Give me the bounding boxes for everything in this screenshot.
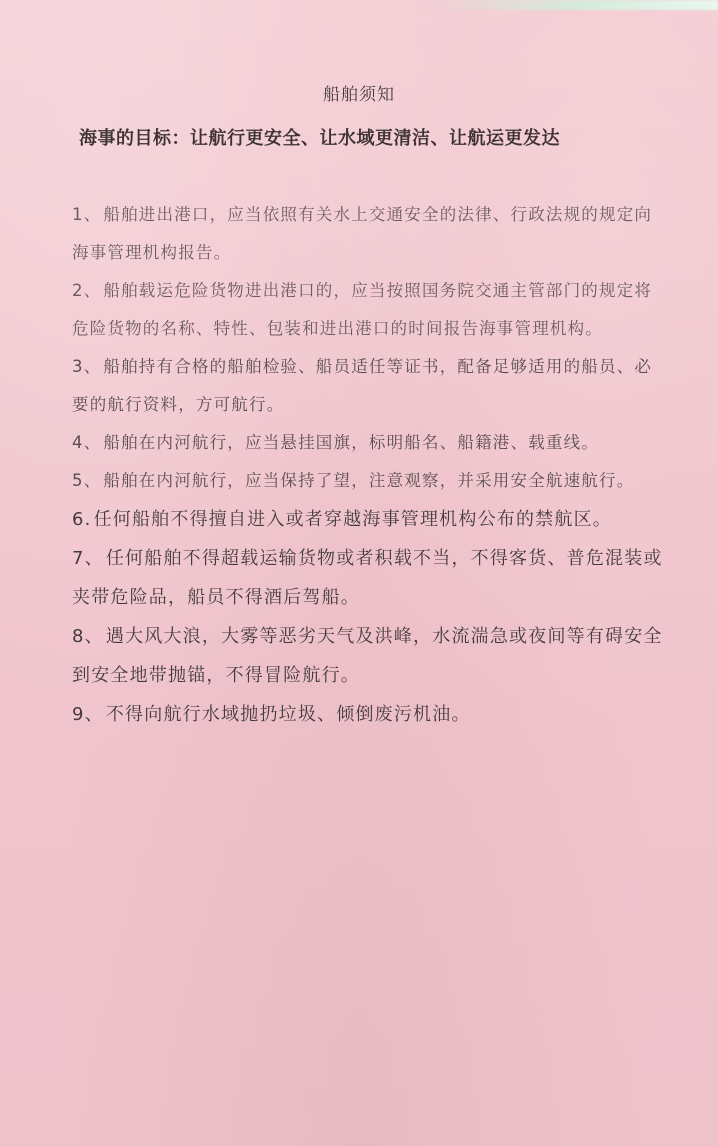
notice-item-number: 1、 (72, 205, 102, 224)
maritime-motto: 海事的目标：让航行更安全、让水域更清洁、让航运更发达 (79, 128, 560, 149)
notice-item-text: 任何船舶不得超载运输货物或者积载不当，不得客货、普危混装或夹带危险品，船员不得酒后驾船。 (72, 548, 663, 608)
notice-item-text: 不得向航行水域抛扔垃圾、倾倒废污机油。 (105, 704, 471, 725)
notice-item-4 (72, 424, 664, 462)
notice-item-number: 9、 (72, 704, 104, 725)
notice-item-number: 6. (72, 509, 92, 530)
notice-item-8 (72, 617, 664, 695)
notice-item-text: 船舶在内河航行，应当保持了望，注意观察，并采用安全航速航行。 (103, 471, 635, 490)
notice-list (72, 196, 664, 734)
notice-item-number: 3、 (72, 357, 102, 376)
notice-item-9 (72, 695, 664, 734)
notice-item-text: 遇大风大浪，大雾等恶劣天气及洪峰，水流湍急或夜间等有碍安全到安全地带抛锚，不得冒险航行。 (72, 626, 663, 686)
notice-item-6 (72, 500, 664, 539)
notice-item-3 (72, 348, 664, 424)
notice-item-number: 5、 (72, 471, 102, 490)
notice-item-5 (72, 462, 664, 500)
paper-top-edge (430, 0, 718, 10)
notice-item-number: 2、 (72, 281, 102, 300)
document-title: 船舶须知 (323, 85, 395, 105)
notice-item-text: 任何船舶不得擅自进入或者穿越海事管理机构公布的禁航区。 (93, 509, 612, 530)
notice-item-text: 船舶在内河航行，应当悬挂国旗，标明船名、船籍港、载重线。 (103, 433, 600, 452)
notice-item-number: 8、 (72, 626, 104, 647)
notice-item-number: 7、 (72, 548, 104, 569)
notice-item-7 (72, 539, 664, 617)
notice-item-2 (72, 272, 664, 348)
notice-item-1 (72, 196, 664, 272)
notice-item-text: 船舶持有合格的船舶检验、船员适任等证书，配备足够适用的船员、必要的航行资料，方可航行。 (72, 357, 653, 414)
notice-item-text: 船舶进出港口，应当依照有关水上交通安全的法律、行政法规的规定向海事管理机构报告。 (72, 205, 653, 262)
notice-item-number: 4、 (72, 433, 102, 452)
notice-item-text: 船舶载运危险货物进出港口的，应当按照国务院交通主管部门的规定将危险货物的名称、特性、包装和进出港口的时间报告海事管理机构。 (72, 281, 653, 338)
